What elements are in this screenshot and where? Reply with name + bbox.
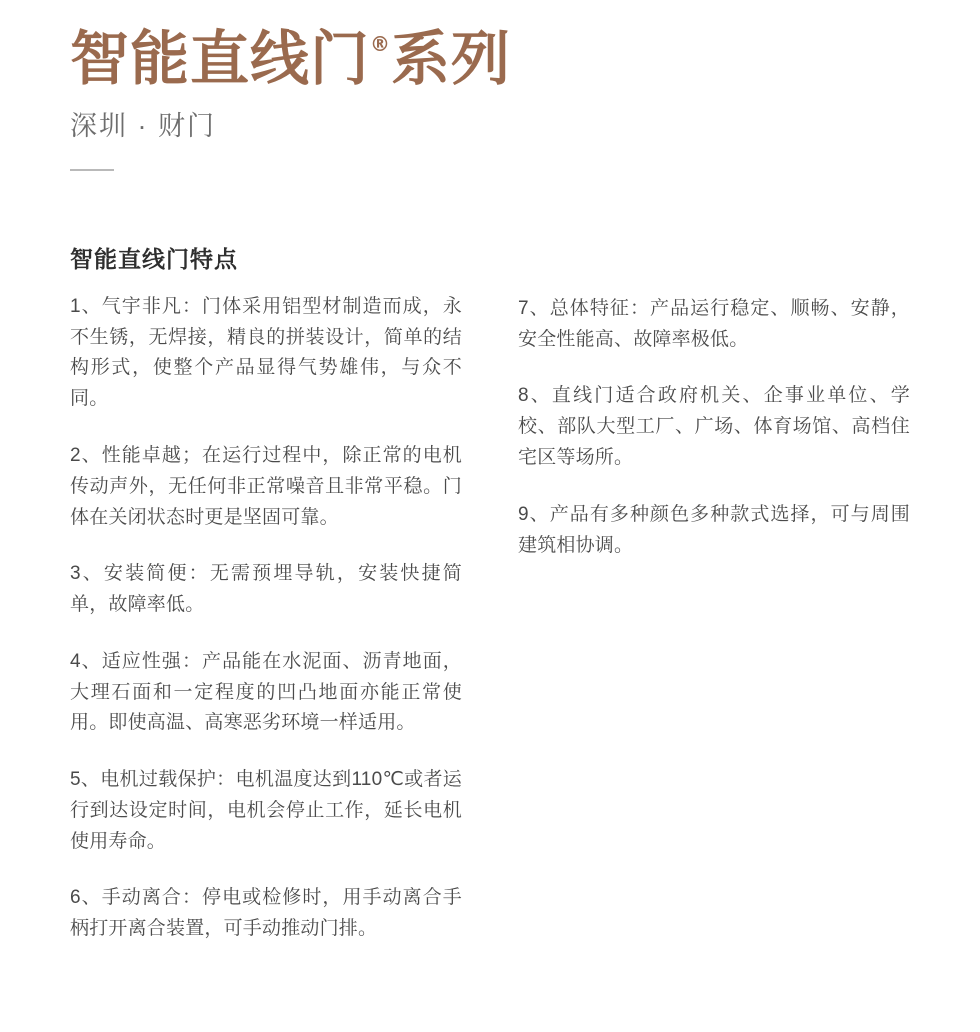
page-title-main: 智能直线门 [70, 24, 371, 93]
title-divider [70, 169, 114, 171]
document-header [70, 0, 910, 171]
feature-paragraph: 3、安装简便：无需预埋导轨，安装快捷简单，故障率低。 [70, 563, 462, 616]
feature-paragraph: 9、产品有多种颜色多种款式选择，可与周围建筑相协调。 [518, 503, 910, 556]
feature-paragraph: 5、电机过载保护：电机温度达到110℃或者运行到达设定时间，电机会停止工作，延长电机使用寿命。 [70, 769, 462, 852]
page-title [70, 24, 910, 93]
section-title: 智能直线门特点 [70, 245, 238, 272]
feature-paragraph: 7、总体特征：产品运行稳定、顺畅、安静，安全性能高、故障率极低。 [518, 297, 910, 350]
feature-paragraph: 6、手动离合：停电或检修时，用手动离合手柄打开离合装置，可手动推动门排。 [70, 887, 462, 940]
page-title-tail: 系列 [391, 24, 512, 93]
feature-paragraph: 8、直线门适合政府机关、企事业单位、学校、部队大型工厂、广场、体育场馆、高档住宅区等场所。 [518, 385, 910, 468]
right-column [518, 292, 910, 587]
feature-paragraph: 4、适应性强：产品能在水泥面、沥青地面，大理石面和一定程度的凹凸地面亦能正常使用。即使高温、高寒恶劣环境一样适用。 [70, 650, 462, 734]
registered-mark: ® [370, 32, 392, 56]
two-column-layout [70, 292, 910, 971]
left-column [70, 292, 462, 971]
feature-paragraph: 2、性能卓越；在运行过程中，除正常的电机传动声外，无任何非正常噪音且非常平稳。门体在关闭状态时更是坚固可靠。 [70, 445, 462, 528]
feature-paragraph: 1、气宇非凡：门体采用铝型材制造而成，永不生锈，无焊接，精良的拼装设计，简单的结构形式，使整个产品显得气势雄伟，与众不同。 [70, 295, 462, 410]
page-subtitle: 深圳 · 财门 [70, 110, 216, 141]
document-content [70, 241, 910, 971]
